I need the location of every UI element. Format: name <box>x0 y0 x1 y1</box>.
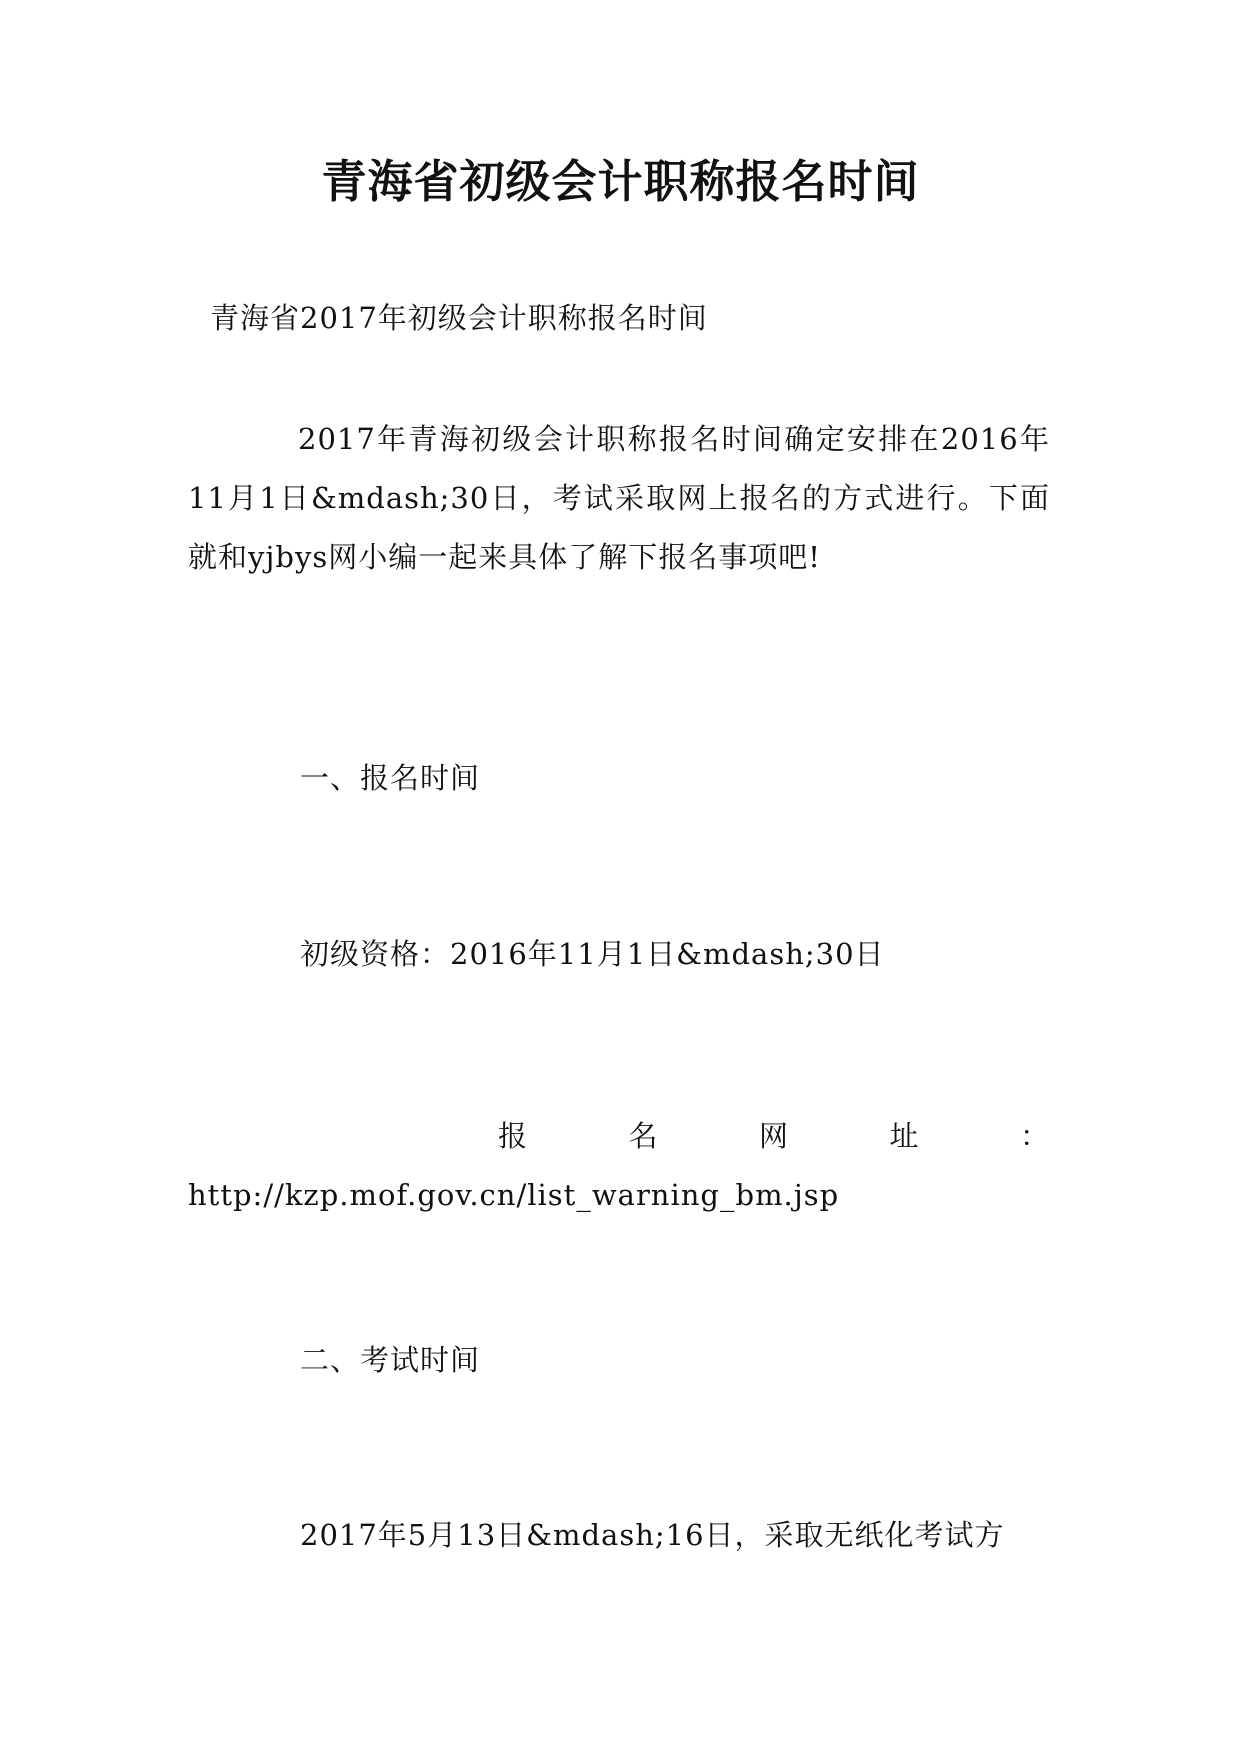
url-label-char: ： <box>1019 1119 1050 1153</box>
section-heading-registration-time: 一、报名时间 <box>300 761 481 795</box>
url-label-char: 网 <box>758 1119 789 1153</box>
registration-url-label <box>188 1107 1050 1166</box>
exam-period: 2017年5月13日&mdash;16日，采取无纸化考试方 <box>300 1518 1005 1552</box>
url-label-char: 报 <box>498 1119 529 1153</box>
document-subtitle: 青海省2017年初级会计职称报名时间 <box>210 301 708 335</box>
registration-url: http://kzp.mof.gov.cn/list_warning_bm.jsp <box>188 1178 840 1212</box>
url-label-char: 址 <box>889 1119 920 1153</box>
registration-period: 初级资格：2016年11月1日&mdash;30日 <box>300 937 885 971</box>
section-heading-exam-time: 二、考试时间 <box>300 1343 481 1377</box>
url-label-char: 名 <box>628 1119 659 1153</box>
intro-paragraph: 2017年青海初级会计职称报名时间确定安排在2016年11月1日&mdash;30日，考试采取网上报名的方式进行。下面就和yjbys网小编一起来具体了解下报名事项吧! <box>188 422 1050 574</box>
registration-url-block <box>188 1107 1050 1225</box>
document-title: 青海省初级会计职称报名时间 <box>321 155 920 208</box>
